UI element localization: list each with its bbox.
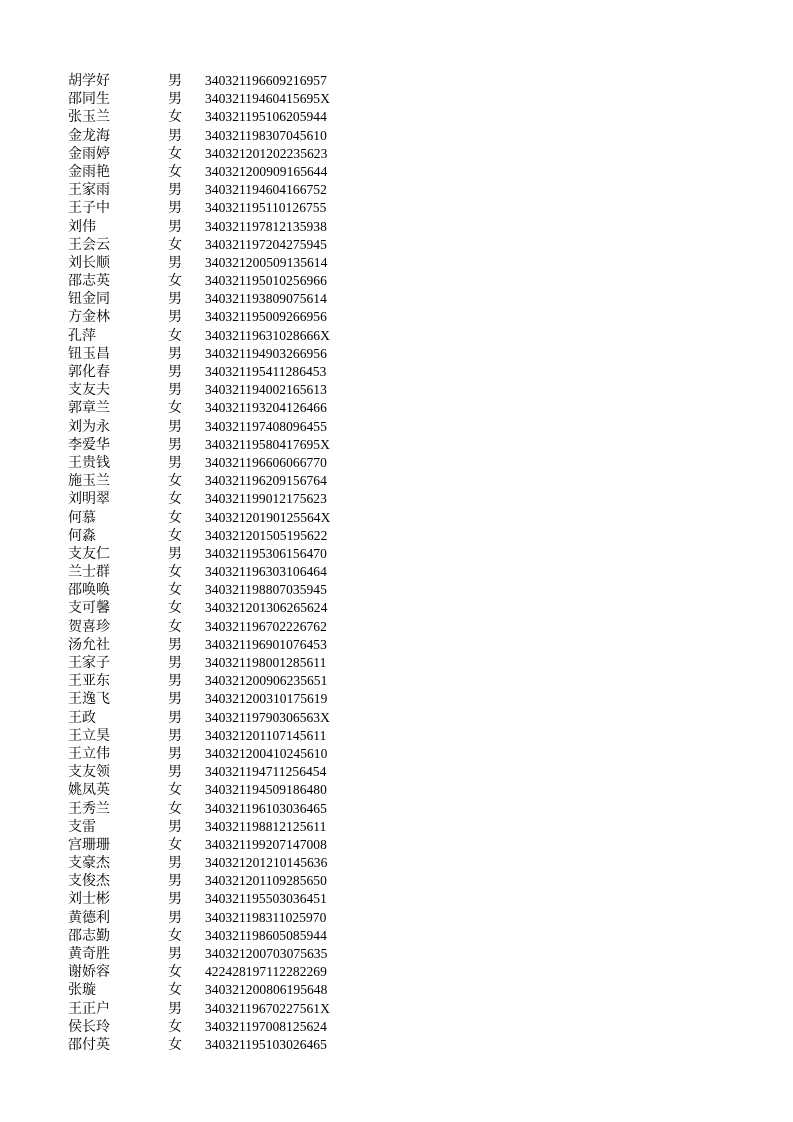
person-name: 王家雨 — [68, 182, 110, 199]
roster-row — [0, 836, 793, 854]
person-id-number: 340321198001285611 — [205, 655, 327, 670]
roster-row — [0, 272, 793, 290]
person-gender: 女 — [168, 509, 182, 526]
person-id-number: 340321193809075614 — [205, 291, 327, 307]
person-gender: 男 — [168, 382, 182, 399]
person-gender: 男 — [168, 127, 182, 144]
person-gender: 女 — [168, 836, 182, 853]
roster-row — [0, 927, 793, 945]
person-id-number: 340321197204275945 — [205, 236, 327, 252]
roster-row — [0, 854, 793, 872]
roster-row — [0, 527, 793, 545]
person-gender: 女 — [168, 327, 182, 344]
person-name: 刘明翠 — [68, 491, 110, 508]
person-gender: 男 — [168, 891, 182, 908]
person-gender: 男 — [168, 636, 182, 653]
person-gender: 男 — [168, 855, 182, 872]
roster-row — [0, 909, 793, 927]
person-name: 黄奇胜 — [68, 946, 110, 962]
person-gender: 女 — [168, 473, 182, 490]
person-gender: 男 — [168, 418, 182, 435]
roster-row — [0, 199, 793, 217]
roster-row — [0, 72, 793, 90]
person-id-number: 340321196901076453 — [205, 636, 327, 652]
person-id-number: 340321200906235651 — [205, 673, 328, 689]
person-name: 王亚东 — [68, 673, 110, 690]
person-gender: 男 — [168, 291, 182, 308]
roster-row — [0, 1036, 793, 1054]
person-id-number: 34032120190125564X — [205, 509, 331, 525]
person-name: 支友夫 — [68, 382, 110, 399]
person-id-number: 340321201306265624 — [205, 600, 328, 616]
roster-row — [0, 709, 793, 727]
person-gender: 男 — [168, 364, 182, 380]
roster-row — [0, 308, 793, 326]
person-gender: 女 — [168, 964, 182, 981]
person-name: 刘长顺 — [68, 254, 110, 271]
roster-row — [0, 945, 793, 963]
person-id-number: 340321196702226762 — [205, 618, 327, 634]
roster-row — [0, 963, 793, 981]
person-gender: 女 — [168, 236, 182, 253]
person-name: 王家子 — [68, 655, 110, 671]
roster-row — [0, 290, 793, 308]
person-name: 黄德利 — [68, 909, 110, 926]
person-id-number: 340321198605085944 — [205, 927, 327, 943]
person-gender: 女 — [168, 145, 182, 162]
person-name: 刘伟 — [68, 218, 96, 235]
person-gender: 男 — [168, 764, 182, 781]
roster-row — [0, 745, 793, 763]
person-gender: 女 — [168, 927, 182, 944]
person-name: 邵志勤 — [68, 927, 110, 944]
person-id-number: 340321199012175623 — [205, 491, 327, 507]
roster-row — [0, 472, 793, 490]
person-id-number: 34032119790306563X — [205, 709, 330, 725]
person-id-number: 340321195110126755 — [205, 200, 327, 216]
person-gender: 女 — [168, 163, 182, 180]
person-gender: 女 — [168, 618, 182, 635]
roster-row — [0, 1000, 793, 1018]
person-name: 邵付英 — [68, 1036, 110, 1053]
roster-row — [0, 381, 793, 399]
roster-row — [0, 890, 793, 908]
person-id-number: 340321194509186480 — [205, 782, 327, 798]
person-gender: 女 — [168, 800, 182, 817]
roster-row — [0, 327, 793, 345]
person-gender: 男 — [168, 200, 182, 217]
person-id-number: 340321199207147008 — [205, 836, 327, 852]
person-name: 胡学好 — [68, 73, 110, 89]
roster-row — [0, 654, 793, 672]
person-id-number: 422428197112282269 — [205, 964, 327, 980]
roster-row — [0, 818, 793, 836]
person-gender: 女 — [168, 564, 182, 581]
person-gender: 男 — [168, 218, 182, 235]
roster-row — [0, 581, 793, 599]
person-gender: 女 — [168, 273, 182, 290]
person-id-number: 340321193204126466 — [205, 400, 327, 416]
person-id-number: 340321194002165613 — [205, 382, 327, 398]
person-name: 贺喜珍 — [68, 618, 110, 635]
roster-row — [0, 509, 793, 527]
person-name: 侯长玲 — [68, 1018, 110, 1035]
roster-row — [0, 90, 793, 108]
person-gender: 女 — [168, 1018, 182, 1035]
roster-list — [0, 72, 793, 1054]
person-name: 邵志英 — [68, 273, 110, 290]
person-id-number: 340321200410245610 — [205, 745, 328, 761]
person-name: 施玉兰 — [68, 473, 110, 490]
roster-row — [0, 545, 793, 563]
roster-row — [0, 800, 793, 818]
person-id-number: 340321194711256454 — [205, 764, 327, 780]
person-name: 王政 — [68, 709, 96, 726]
roster-row — [0, 163, 793, 181]
person-gender: 男 — [168, 909, 182, 926]
person-gender: 男 — [168, 745, 182, 762]
person-gender: 女 — [168, 582, 182, 599]
person-id-number: 340321195503036451 — [205, 891, 327, 907]
person-name: 王立伟 — [68, 745, 110, 762]
person-gender: 女 — [168, 491, 182, 508]
person-gender: 男 — [168, 946, 182, 962]
person-id-number: 340321196609216957 — [205, 73, 327, 88]
person-name: 支可馨 — [68, 600, 110, 617]
person-name: 郭章兰 — [68, 400, 110, 417]
person-name: 郭化春 — [68, 364, 110, 380]
person-id-number: 340321196103036465 — [205, 800, 327, 816]
person-gender: 女 — [168, 782, 182, 799]
roster-row — [0, 363, 793, 381]
person-id-number: 340321201210145636 — [205, 855, 328, 871]
person-gender: 男 — [168, 873, 182, 890]
person-name: 支友仁 — [68, 545, 110, 562]
person-name: 王会云 — [68, 236, 110, 253]
roster-row — [0, 254, 793, 272]
roster-row — [0, 727, 793, 745]
roster-row — [0, 981, 793, 999]
person-gender: 女 — [168, 527, 182, 544]
person-name: 姚凤英 — [68, 782, 110, 799]
person-gender: 男 — [168, 309, 182, 326]
person-id-number: 340321197812135938 — [205, 218, 327, 234]
person-id-number: 340321197408096455 — [205, 418, 327, 434]
roster-row — [0, 418, 793, 436]
person-gender: 男 — [168, 691, 182, 708]
person-id-number: 34032119580417695X — [205, 436, 330, 452]
person-gender: 男 — [168, 254, 182, 271]
person-id-number: 340321195106205944 — [205, 109, 327, 125]
person-gender: 男 — [168, 1000, 182, 1017]
roster-row — [0, 218, 793, 236]
person-id-number: 340321194604166752 — [205, 182, 327, 198]
roster-row — [0, 599, 793, 617]
person-id-number: 34032119670227561X — [205, 1000, 330, 1016]
person-name: 邵唤唤 — [68, 582, 110, 599]
person-name: 宫珊珊 — [68, 836, 110, 853]
roster-row — [0, 763, 793, 781]
person-gender: 男 — [168, 345, 182, 362]
person-gender: 男 — [168, 655, 182, 671]
person-name: 刘士彬 — [68, 891, 110, 908]
person-id-number: 340321198307045610 — [205, 127, 327, 143]
roster-row — [0, 454, 793, 472]
person-id-number: 34032119460415695X — [205, 91, 330, 107]
person-name: 支友领 — [68, 764, 110, 781]
person-name: 刘为永 — [68, 418, 110, 435]
person-gender: 男 — [168, 709, 182, 726]
person-id-number: 340321196606066770 — [205, 454, 327, 470]
person-name: 王立昊 — [68, 727, 110, 744]
person-id-number: 340321194903266956 — [205, 345, 327, 361]
roster-row — [0, 690, 793, 708]
person-name: 钮玉昌 — [68, 345, 110, 362]
roster-row — [0, 672, 793, 690]
person-name: 何慕 — [68, 509, 96, 526]
person-gender: 女 — [168, 1036, 182, 1053]
person-id-number: 340321200703075635 — [205, 946, 328, 961]
person-id-number: 340321195010256966 — [205, 273, 327, 289]
person-name: 王逸飞 — [68, 691, 110, 708]
roster-row — [0, 436, 793, 454]
person-gender: 女 — [168, 109, 182, 126]
person-id-number: 340321200310175619 — [205, 691, 328, 707]
roster-row — [0, 872, 793, 890]
person-gender: 男 — [168, 436, 182, 453]
person-gender: 男 — [168, 182, 182, 199]
person-name: 邵同生 — [68, 91, 110, 108]
roster-row — [0, 563, 793, 581]
person-gender: 男 — [168, 818, 182, 835]
person-id-number: 340321197008125624 — [205, 1018, 327, 1034]
person-id-number: 340321200509135614 — [205, 254, 328, 270]
person-gender: 男 — [168, 727, 182, 744]
person-id-number: 340321195411286453 — [205, 364, 327, 379]
person-name: 王贵钱 — [68, 454, 110, 471]
person-id-number: 340321196209156764 — [205, 473, 327, 489]
person-name: 王秀兰 — [68, 800, 110, 817]
person-id-number: 340321198311025970 — [205, 909, 327, 925]
person-id-number: 340321201505195622 — [205, 527, 328, 543]
person-name: 汤允社 — [68, 636, 110, 653]
person-id-number: 340321201202235623 — [205, 145, 328, 161]
person-id-number: 340321195009266956 — [205, 309, 327, 325]
person-id-number: 340321196303106464 — [205, 564, 327, 580]
person-name: 兰士群 — [68, 564, 110, 581]
person-name: 金龙海 — [68, 127, 110, 144]
roster-row — [0, 399, 793, 417]
person-id-number: 340321198812125611 — [205, 818, 327, 834]
person-id-number: 34032119631028666X — [205, 327, 330, 343]
person-gender: 女 — [168, 982, 182, 999]
roster-row — [0, 636, 793, 654]
person-name: 支雷 — [68, 818, 96, 835]
person-name: 金雨婷 — [68, 145, 110, 162]
person-gender: 男 — [168, 673, 182, 690]
roster-row — [0, 108, 793, 126]
person-name: 方金林 — [68, 309, 110, 326]
person-gender: 男 — [168, 91, 182, 108]
person-id-number: 340321200909165644 — [205, 163, 328, 179]
roster-row — [0, 1018, 793, 1036]
roster-row — [0, 345, 793, 363]
person-name: 王正户 — [68, 1000, 110, 1017]
person-name: 支俊杰 — [68, 873, 110, 890]
person-name: 王子中 — [68, 200, 110, 217]
person-id-number: 340321198807035945 — [205, 582, 327, 598]
roster-row — [0, 236, 793, 254]
person-gender: 女 — [168, 400, 182, 417]
roster-row — [0, 127, 793, 145]
person-id-number: 340321195103026465 — [205, 1036, 327, 1052]
person-name: 金雨艳 — [68, 163, 110, 180]
person-name: 孔萍 — [68, 327, 96, 344]
person-name: 谢娇容 — [68, 964, 110, 981]
person-gender: 男 — [168, 545, 182, 562]
person-name: 何淼 — [68, 527, 96, 544]
person-gender: 男 — [168, 454, 182, 471]
person-name: 钮金同 — [68, 291, 110, 308]
person-id-number: 340321200806195648 — [205, 982, 328, 998]
person-gender: 男 — [168, 73, 182, 89]
roster-row — [0, 618, 793, 636]
person-id-number: 340321201109285650 — [205, 873, 327, 889]
person-id-number: 340321201107145611 — [205, 727, 327, 743]
person-name: 支豪杰 — [68, 855, 110, 872]
roster-row — [0, 181, 793, 199]
roster-row — [0, 781, 793, 799]
roster-row — [0, 145, 793, 163]
person-id-number: 340321195306156470 — [205, 545, 327, 561]
person-name: 张璇 — [68, 982, 96, 999]
person-name: 李爱华 — [68, 436, 110, 453]
roster-row — [0, 490, 793, 508]
person-gender: 女 — [168, 600, 182, 617]
person-name: 张玉兰 — [68, 109, 110, 126]
